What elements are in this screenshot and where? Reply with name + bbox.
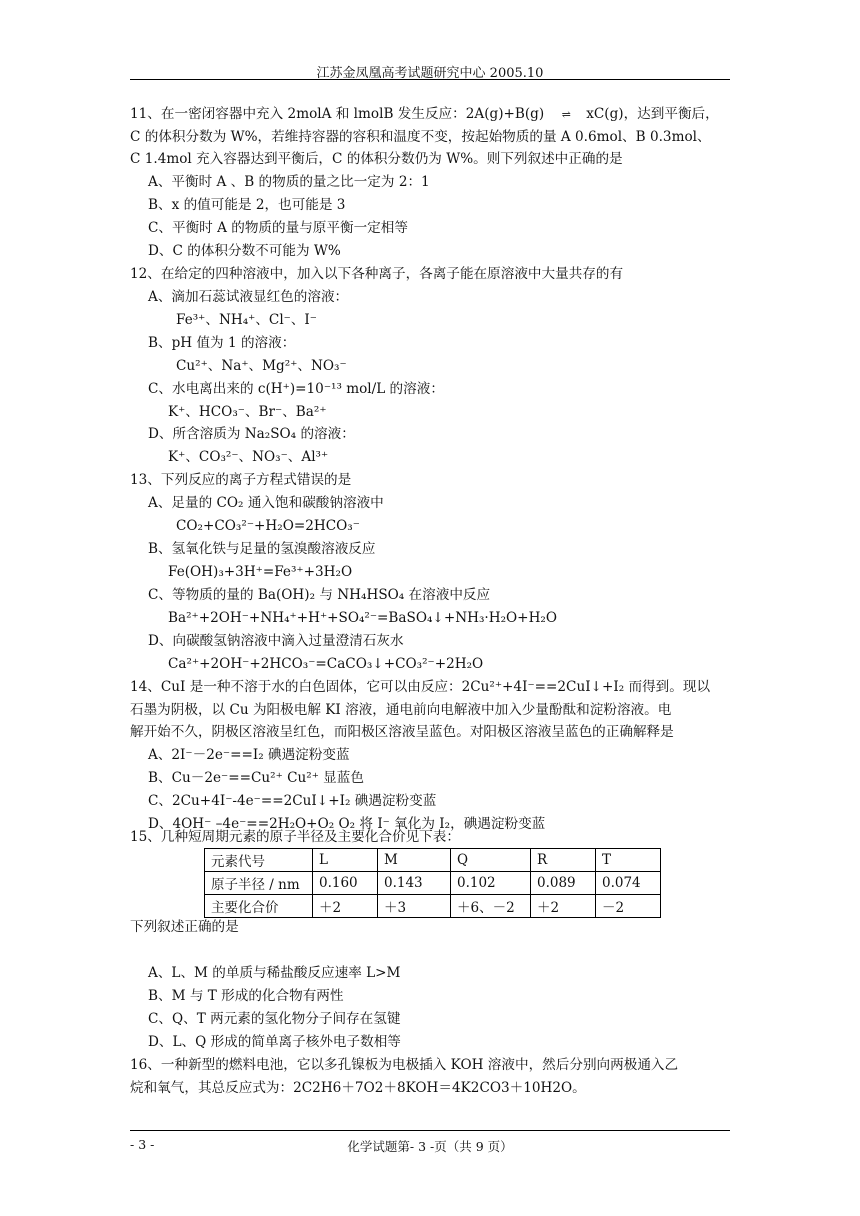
q13-option-d: D、向碳酸氢钠溶液中滴入过量澄清石灰水	[148, 633, 404, 649]
q11-line-2: C 的体积分数为 W%，若维持容器的容积和温度不变，按起始物质的量 A 0.6mol、B 0.3mol、	[130, 129, 711, 145]
q12-option-d-ions: K⁺、CO₃²⁻、NO₃⁻、Al³⁺	[168, 449, 329, 465]
table-row	[205, 849, 661, 872]
table-cell: ＋3	[378, 895, 451, 918]
table-cell: 0.089	[531, 872, 596, 895]
q11-option-d: D、C 的体积分数不可能为 W%	[148, 243, 341, 259]
q12-option-b-ions: Cu²⁺、Na⁺、Mg²⁺、NO₃⁻	[176, 358, 347, 374]
q13-option-a: A、足量的 CO₂ 通入饱和碳酸钠溶液中	[148, 495, 384, 511]
element-table	[204, 848, 661, 918]
q12-stem: 12、在给定的四种溶液中，加入以下各种离子，各离子能在原溶液中大量共存的有	[130, 266, 624, 282]
table-cell: L	[313, 849, 378, 872]
q14-option-a: A、2I⁻－2e⁻==I₂ 碘遇淀粉变蓝	[148, 747, 350, 763]
table-cell: ＋2	[313, 895, 378, 918]
q15-after-table: 下列叙述正确的是	[130, 919, 239, 935]
q11-option-c: C、平衡时 A 的物质的量与原平衡一定相等	[148, 220, 408, 236]
table-row	[205, 872, 661, 895]
table-cell: R	[531, 849, 596, 872]
q14-line-3: 解开始不久，阴极区溶液呈红色，而阳极区溶液呈蓝色。对阳极区溶液呈蓝色的正确解释是	[130, 724, 674, 740]
q14-line-2: 石墨为阴极，以 Cu 为阳极电解 KI 溶液，通电前向电解液中加入少量酚酞和淀粉溶液。电	[130, 702, 672, 718]
footer-rule	[130, 1130, 730, 1131]
q13-option-c: C、等物质的量的 Ba(OH)₂ 与 NH₄HSO₄ 在溶液中反应	[148, 587, 491, 603]
q11-line-3: C 1.4mol 充入容器达到平衡后，C 的体积分数仍为 W%。则下列叙述中正确的是	[130, 151, 623, 167]
header-rule	[130, 79, 730, 80]
table-cell: 0.102	[451, 872, 531, 895]
table-cell: ＋2	[531, 895, 596, 918]
table-cell: M	[378, 849, 451, 872]
footer-page-info: 化学试题第- 3 -页（共 9 页）	[347, 1139, 513, 1154]
q16-line-1: 16、一种新型的燃料电池，它以多孔镍板为电极插入 KOH 溶液中，然后分别向两极通入乙	[130, 1057, 679, 1073]
q11-option-b: B、x 的值可能是 2，也可能是 3	[148, 197, 346, 213]
q12-option-a: A、滴加石蕊试液显红色的溶液：	[148, 289, 349, 305]
q14-option-c: C、2Cu+4I⁻-4e⁻==2CuI↓+I₂ 碘遇淀粉变蓝	[148, 793, 437, 809]
q13-stem: 13、下列反应的离子方程式错误的是	[130, 472, 352, 488]
q13-option-a-equation: CO₂+CO₃²⁻+H₂O=2HCO₃⁻	[176, 518, 360, 534]
table-cell: T	[596, 849, 661, 872]
q14-option-b: B、Cu－2e⁻==Cu²⁺ Cu²⁺ 显蓝色	[148, 770, 364, 786]
q15-option-b: B、M 与 T 形成的化合物有两性	[148, 988, 344, 1004]
table-cell: ＋6、－2	[451, 895, 531, 918]
table-cell: 0.074	[596, 872, 661, 895]
page-header: 江苏金凤凰高考试题研究中心 2005.10	[316, 66, 544, 81]
q11-option-a: A、平衡时 A 、B 的物质的量之比一定为 2：1	[148, 174, 430, 190]
q15-option-d: D、L、Q 形成的简单离子核外电子数相等	[148, 1034, 401, 1050]
table-cell: 元素代号	[205, 849, 313, 872]
q11-line-1	[130, 104, 719, 125]
q13-option-b: B、氢氧化铁与足量的氢溴酸溶液反应	[148, 541, 376, 557]
q15-option-c: C、Q、T 两元素的氢化物分子间存在氢键	[148, 1011, 401, 1027]
q15-stem: 15、几种短周期元素的原子半径及主要化合价见下表：	[130, 829, 460, 845]
q13-option-d-equation: Ca²⁺+2OH⁻+2HCO₃⁻=CaCO₃↓+CO₃²⁻+2H₂O	[168, 656, 484, 672]
q15-option-a: A、L、M 的单质与稀盐酸反应速率 L>M	[148, 965, 401, 981]
q11-text-1: 11、在一密闭容器中充入 2molA 和 lmolB 发生反应：2A(g)+B(g)	[130, 106, 545, 122]
q16-line-2: 烷和氧气，其总反应式为：2C2H6＋7O2＋8KOH＝4K2CO3＋10H2O。	[130, 1080, 586, 1096]
table-cell: －2	[596, 895, 661, 918]
q12-option-b: B、pH 值为 1 的溶液：	[148, 335, 296, 351]
table-row	[205, 895, 661, 918]
equilibrium-arrow-icon: ⇌	[561, 108, 569, 121]
q12-option-a-ions: Fe³⁺、NH₄⁺、Cl⁻、I⁻	[176, 312, 317, 328]
footer-page-number: - 3 -	[130, 1137, 155, 1152]
q12-option-d: D、所含溶质为 Na₂SO₄ 的溶液：	[148, 426, 355, 442]
table-cell: Q	[451, 849, 531, 872]
q14-line-1: 14、CuI 是一种不溶于水的白色固体，它可以由反应：2Cu²⁺+4I⁻==2CuI↓+I₂ 而得到。现以	[130, 679, 711, 695]
table-cell: 0.143	[378, 872, 451, 895]
q13-option-c-equation: Ba²⁺+2OH⁻+NH₄⁺+H⁺+SO₄²⁻=BaSO₄↓+NH₃·H₂O+H₂O	[168, 610, 558, 626]
table-cell: 0.160	[313, 872, 378, 895]
q12-option-c: C、水电离出来的 c(H⁺)=10⁻¹³ mol/L 的溶液：	[148, 381, 444, 397]
q13-option-b-equation: Fe(OH)₃+3H⁺=Fe³⁺+3H₂O	[168, 564, 353, 580]
table-cell: 主要化合价	[205, 895, 313, 918]
q11-text-1b: xC(g)，达到平衡后，	[586, 106, 719, 122]
q14-option-d: D、4OH⁻ –4e⁻==2H₂O+O₂ O₂ 将 I⁻ 氧化为 I₂，碘遇淀粉变蓝	[148, 816, 546, 832]
q12-option-c-ions: K⁺、HCO₃⁻、Br⁻、Ba²⁺	[168, 404, 327, 420]
table-cell: 原子半径 / nm	[205, 872, 313, 895]
